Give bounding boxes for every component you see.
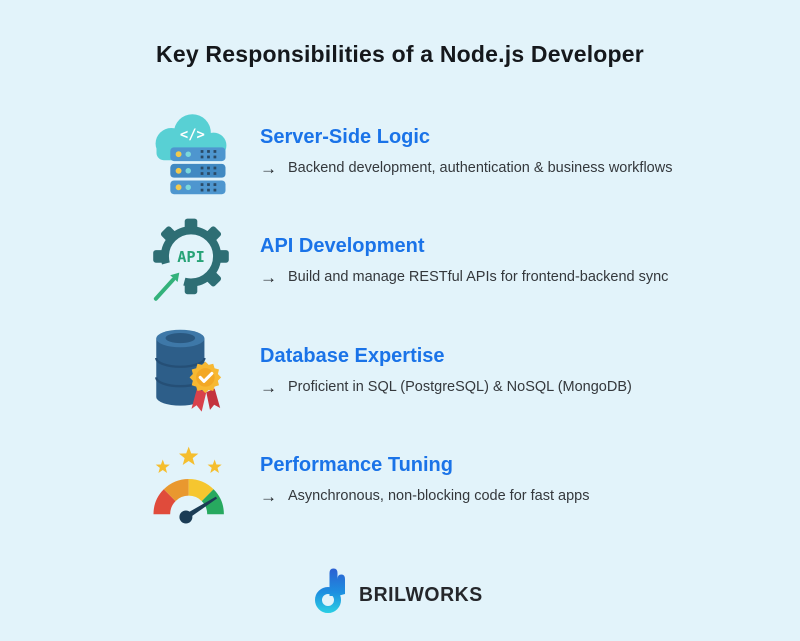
svg-text:API: API [177,247,205,266]
item-title: API Development [260,234,425,257]
item-title: Database Expertise [260,344,445,367]
arrow-right-icon: → [260,486,277,506]
arrow-right-icon: → [260,377,277,397]
item-description: Asynchronous, non-blocking code for fast apps [288,488,590,504]
brand-logo [0,566,800,614]
brilworks-logo-icon [314,566,348,614]
arrow-right-icon: → [260,267,277,287]
item-description: Proficient in SQL (PostgreSQL) & NoSQL (MongoDB) [288,379,632,395]
item-title: Performance Tuning [260,453,453,476]
page-title: Key Responsibilities of a Node.js Developer [156,41,644,67]
speedometer-stars-icon [146,430,236,528]
svg-text:</>: </> [179,127,205,144]
item-row-api-development [146,211,668,309]
database-award-icon [146,321,236,419]
item-row-server-side-logic [146,102,672,200]
arrow-right-icon: → [260,158,277,178]
cloud-code-server-icon [146,102,236,200]
item-row-performance-tuning [146,430,589,528]
brand-name: BRILWORKS [358,584,483,606]
item-description: Build and manage RESTful APIs for frontend-backend sync [288,269,669,285]
item-title: Server-Side Logic [260,125,431,148]
item-row-database-expertise [146,321,632,419]
api-gear-icon [146,211,236,309]
item-description: Backend development, authentication & business workflows [288,160,673,176]
